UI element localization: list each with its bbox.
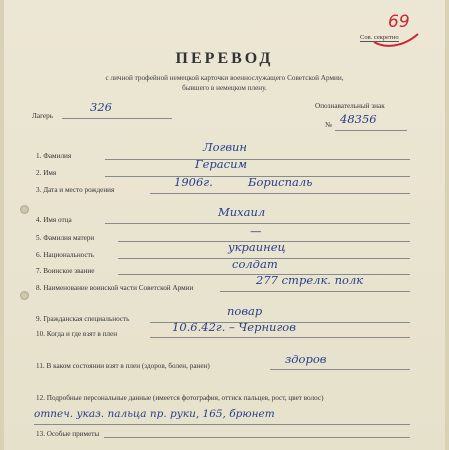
field-condition-line [270, 369, 410, 370]
field-captured-value: 10.6.42г. – Чернигов [172, 320, 296, 334]
punch-hole [20, 205, 29, 214]
subtitle-line-1: с личной трофейной немецкой карточки военнослужащего Советской Армии, [105, 74, 344, 82]
field-details-line [34, 424, 410, 425]
field-surname-label: 1. Фамилия [36, 152, 72, 160]
field-surname-line [105, 159, 410, 160]
field-birth-line [150, 193, 410, 194]
field-details-value: отпеч. указ. пальца пр. руки, 165, брюнет [34, 408, 275, 420]
field-father-value: Михаил [218, 205, 266, 219]
field-unit-label: 8. Наименование воинской части Советской Армии [36, 284, 194, 292]
field-birth-label: 3. Дата и место рождения [36, 186, 115, 194]
field-birth-place: Бориспаль [248, 175, 313, 189]
document-title: ПЕРЕВОД [175, 50, 274, 67]
field-birth-year: 1906г. [174, 175, 213, 189]
field-mother-value: — [250, 224, 262, 238]
field-condition-label: 11. В каком состоянии взят в плен (здоров, болен, ранен) [36, 362, 210, 370]
field-mother-label: 5. Фамилия матери [36, 234, 95, 242]
field-rank-value: солдат [232, 257, 278, 271]
field-nationality-value: украинец [228, 240, 286, 254]
id-tag-label: Опознавательный знак [315, 102, 385, 110]
field-profession-value: повар [227, 304, 263, 318]
field-condition-value: здоров [285, 352, 327, 366]
secret-stamp: Сов. секретно [360, 34, 399, 41]
field-captured-label: 10. Когда и где взят в плен [36, 330, 118, 338]
id-tag-value: 48356 [340, 112, 377, 126]
camp-underline [62, 118, 172, 119]
id-tag-prefix: № [325, 121, 332, 129]
id-tag-underline [335, 130, 407, 131]
punch-hole [20, 291, 29, 300]
field-marks-line [104, 437, 410, 438]
red-underline-mark [372, 28, 422, 50]
field-name-value: Герасим [195, 157, 248, 171]
camp-value: 326 [90, 100, 112, 114]
camp-label: Лагерь [32, 112, 53, 120]
field-details-label: 12. Подробные персональные данные (имеется фотография, оттиск пальцев, рост, цвет волос) [36, 394, 324, 402]
field-nationality-label: 6. Национальность [36, 251, 95, 259]
field-profession-label: 9. Гражданская специальность [36, 315, 130, 323]
field-marks-label: 13. Особые приметы [36, 430, 100, 438]
field-father-label: 4. Имя отца [36, 216, 72, 224]
subtitle-line-2: бывшего в немецком плену. [182, 84, 267, 92]
field-unit-line [220, 291, 410, 292]
page-number: 69 [388, 12, 410, 32]
field-surname-value: Логвин [203, 140, 248, 154]
field-name-label: 2. Имя [36, 169, 57, 177]
field-rank-label: 7. Воинское звание [36, 267, 95, 275]
field-unit-value: 277 стрелк. полк [256, 273, 364, 287]
field-captured-line [150, 337, 410, 338]
